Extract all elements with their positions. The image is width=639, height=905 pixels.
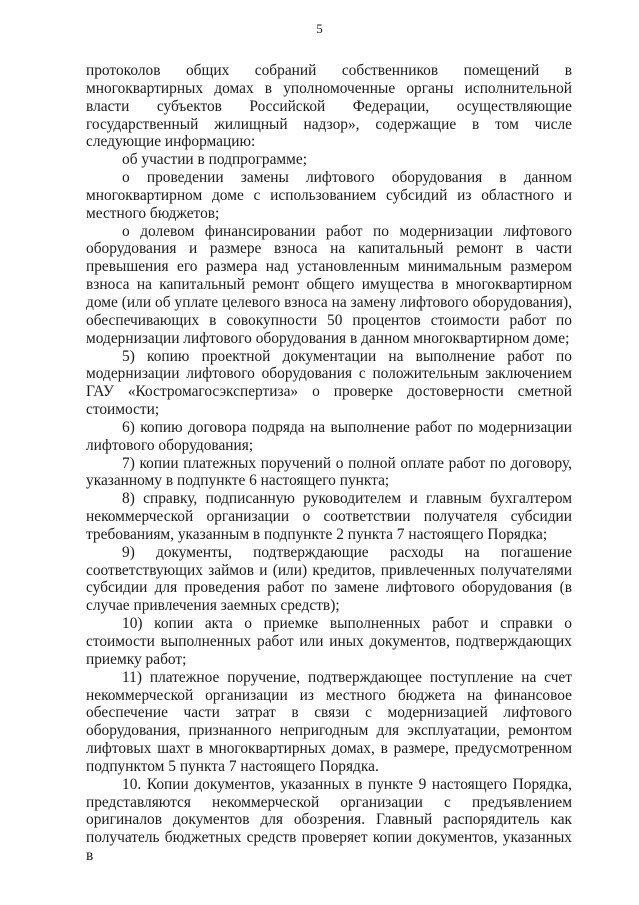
paragraph-item-8: 8) справку, подписанную руководителем и главным бухгалтером некоммерческой организации о соответствии получателя субсидии требованиям, указанным в подпункте 2 пункта 7 настоящего Порядка; [86, 490, 572, 543]
paragraph-item-5: 5) копию проектной документации на выполнение работ по модернизации лифтового оборудования с положительным заключением ГАУ «Костромагосэкспертиза» о проверке достоверности сметной стоимости; [86, 347, 572, 419]
paragraph-elevator-replacement: о проведении замены лифтового оборудования в данном многоквартирном доме с использованием субсидий из областного и местного бюджетов; [86, 169, 572, 222]
document-body [86, 62, 572, 865]
paragraph-cofinancing: о долевом финансировании работ по модернизации лифтового оборудования и размере взноса на капитальный ремонт в части превышения его размера над установленным минимальным размером взноса на капитальный ремонт общего имущества в многоквартирном доме (или об уплате целевого взноса на замену лифтового оборудования), обеспечивающих в совокупности 50 процентов стоимости работ по модернизации лифтового оборудования в данном многоквартирном доме; [86, 222, 572, 347]
page-number: 5 [316, 21, 323, 36]
paragraph-item-6: 6) копию договора подряда на выполнение работ по модернизации лифтового оборудования; [86, 418, 572, 454]
paragraph-section-10: 10. Копии документов, указанных в пункте 9 настоящего Порядка, представляются некоммерческой организации с предъявлением оригиналов документов для обозрения. Главный распорядитель как получатель бюджетных средств проверяет копии документов, указанных в [86, 775, 572, 865]
paragraph-item-11: 11) платежное поручение, подтверждающее поступление на счет некоммерческой организации из местного бюджета на финансовое обеспечение части затрат в связи с модернизацией лифтового оборудования, признанного непригодным для эксплуатации, ремонтом лифтовых шахт в многоквартирных домах, в размере, предусмотренном подпунктом 5 пункта 7 настоящего Порядка. [86, 668, 572, 775]
paragraph-intro-continuation: протоколов общих собраний собственников помещений в многоквартирных домах в уполномоченные органы исполнительной власти субъектов Российской Федерации, осуществляющие государственный жилищный надзор», содержащие в том числе следующие информацию: [86, 62, 572, 151]
paragraph-item-10: 10) копии акта о приемке выполненных работ и справки о стоимости выполненных работ или иных документов, подтверждающих приемку работ; [86, 615, 572, 668]
paragraph-item-7: 7) копии платежных поручений о полной оплате работ по договору, указанному в подпункте 6 настоящего пункта; [86, 454, 572, 490]
paragraph-item-9: 9) документы, подтверждающие расходы на погашение соответствующих займов и (или) кредитов, привлеченных получателями субсидии для проведения работ по замене лифтового оборудования (в случае привлечения заемных средств); [86, 543, 572, 615]
paragraph-participation: об участии в подпрограмме; [122, 151, 308, 169]
